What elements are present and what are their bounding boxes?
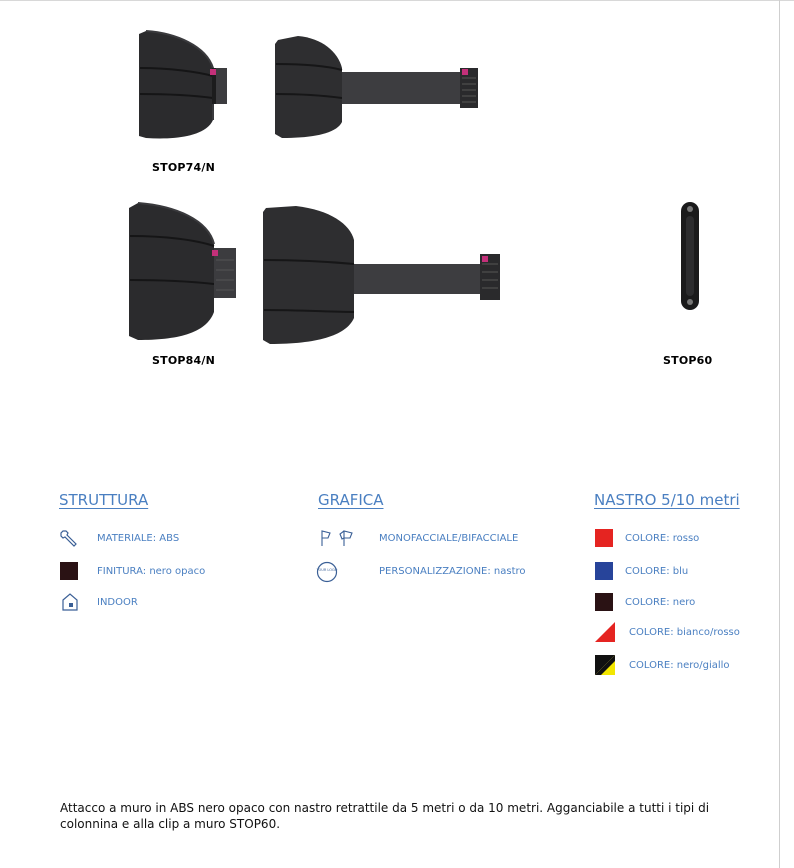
indoor-icon (61, 592, 79, 612)
struttura-materiale: MATERIALE: ABS (97, 533, 180, 544)
product-code-stop74: STOP74/N (152, 161, 215, 174)
section-title-nastro: NASTRO 5/10 metri (594, 491, 740, 509)
stop84-extended-image (260, 204, 504, 346)
stop84-closed-image (126, 200, 240, 344)
color-swatch-nero (595, 593, 613, 611)
your-logo-text: YOUR LOGO (316, 568, 338, 572)
section-title-struttura: STRUTTURA (59, 491, 149, 509)
nastro-colore-nero-giallo: COLORE: nero/giallo (629, 660, 730, 671)
top-border (0, 0, 794, 1)
struttura-finitura: FINITURA: nero opaco (97, 566, 206, 577)
right-border (779, 0, 780, 868)
wrench-icon (60, 528, 80, 548)
stop60-clip-image (678, 200, 702, 312)
stop74-closed-image (136, 28, 232, 144)
stop74-extended-image (272, 34, 484, 140)
nastro-colore-blu: COLORE: blu (625, 566, 689, 577)
product-code-stop84: STOP84/N (152, 354, 215, 367)
section-title-grafica: GRAFICA (318, 491, 384, 509)
color-swatch-bianco-rosso (595, 622, 615, 642)
grafica-personalizzazione: PERSONALIZZAZIONE: nastro (379, 566, 526, 577)
color-swatch-blu (595, 562, 613, 580)
nastro-colore-rosso: COLORE: rosso (625, 533, 700, 544)
color-swatch-nero-giallo (595, 655, 615, 675)
product-description: Attacco a muro in ABS nero opaco con nastro retrattile da 5 metri o da 10 metri. Agganciabile a tutti i tipi di colonnina e alla clip a muro STOP60. (60, 801, 710, 831)
struttura-indoor: INDOOR (97, 597, 138, 608)
nastro-colore-nero: COLORE: nero (625, 597, 696, 608)
your-logo-icon (316, 561, 338, 583)
color-swatch-rosso (595, 529, 613, 547)
nastro-colore-bianco-rosso: COLORE: bianco/rosso (629, 627, 740, 638)
product-code-stop60: STOP60 (663, 354, 713, 367)
finish-color-swatch (60, 562, 78, 580)
flag-icon (318, 528, 358, 548)
grafica-facciale: MONOFACCIALE/BIFACCIALE (379, 533, 519, 544)
